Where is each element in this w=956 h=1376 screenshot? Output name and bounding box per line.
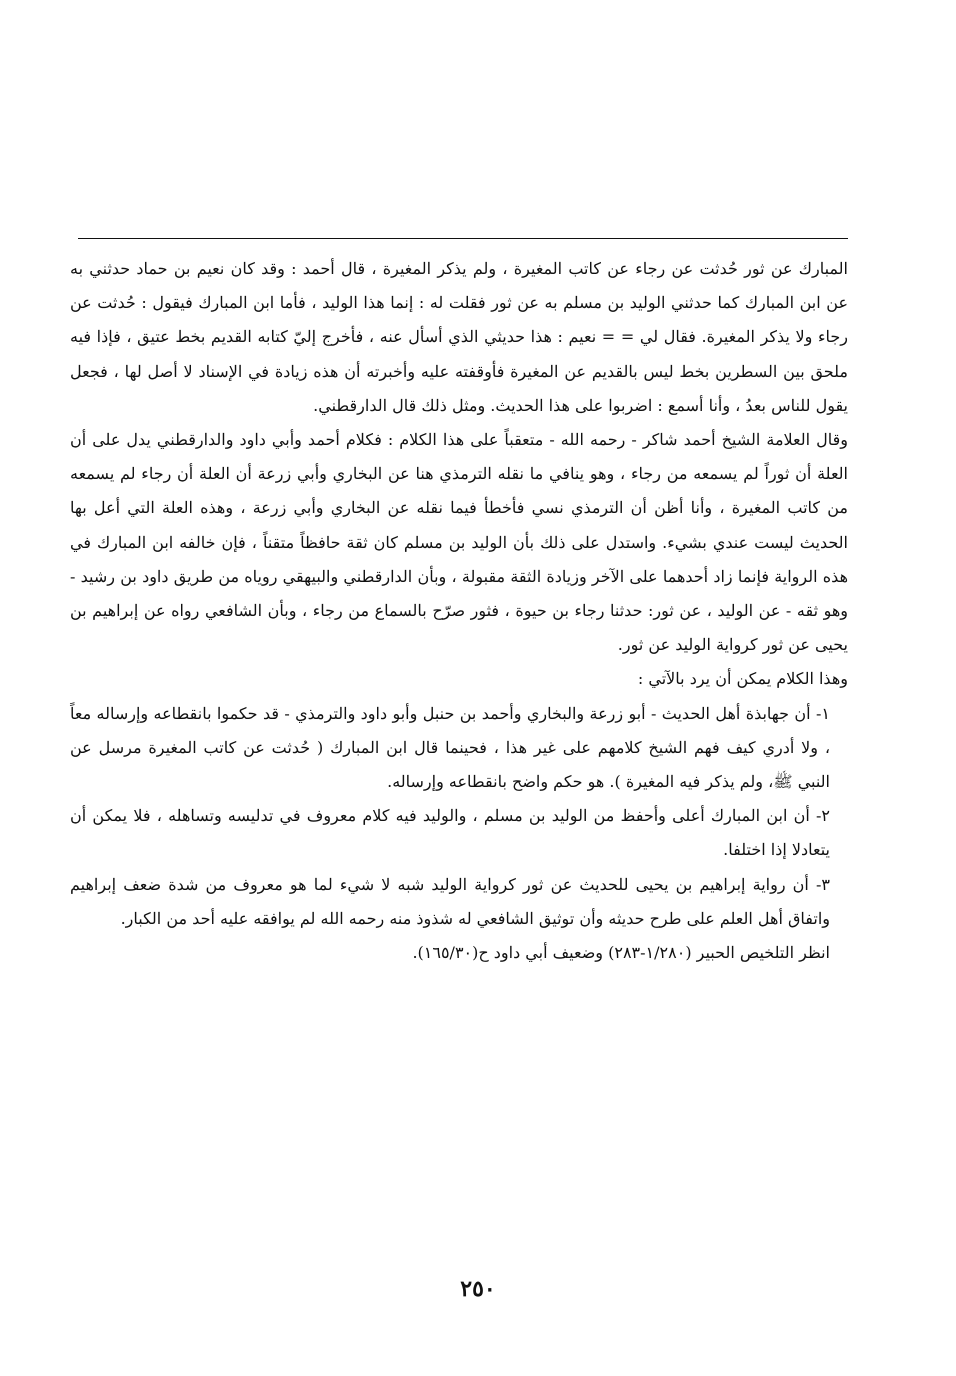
- list-item: ٣- أن رواية إبراهيم بن يحيى للحديث عن ثور كرواية الوليد شبه لا شيء لما هو معروف من شدة ضعف إبراهيم واتفاق أهل العلم على طرح حديثه وأن توثيق الشافعي له شذوذ منه رحمه الله لم يوافقه عليه أحد من الكبار.: [70, 874, 830, 928]
- footnote-paragraph: المبارك عن ثور حُدثت عن رجاء عن كاتب المغيرة ، ولم يذكر المغيرة ، قال أحمد : وقد كان نعيم بن حماد حدثني به عن ابن المبارك كما حدثني الوليد بن مسلم به عن ثور فقلت له : إنما هذا الوليد ، فأما ابن المبارك فيقول : حُدثت عن رجاء ولا يذكر المغيرة. فقال لي = = نعيم : هذا حديثي الذي أسأل عنه ، فأخرج إليّ كتابه القديم بخط عتيق ، فإذا فيه ملحق بين السطرين بخط ليس بالقديم عن المغيرة فأوقفته عليه وأخبرته أن هذه زيادة في الإسناد لا أصل لها ، فجعل يقول للناس بعدُ ، وأنا أسمع : اضربوا على هذا الحديث. ومثل ذلك قال الدارقطني.: [70, 259, 849, 415]
- list-item: ٢- أن ابن المبارك أعلى وأحفظ من الوليد بن مسلم ، والوليد فيه كلام معروف في تدليسه وتساهله ، فلا يمكن أن يتعادلا إذا اختلفا.: [70, 806, 830, 860]
- footnote-text: [70, 252, 848, 970]
- page-number: ٢٥٠: [460, 1276, 496, 1302]
- footnote-paragraph: وهذا الكلام يمكن أن يرد بالآتي :: [637, 669, 848, 689]
- list-item: ١- أن جهابذة أهل الحديث - أبو زرعة والبخاري وأحمد بن حنبل وأبو داود والترمذي - قد حكموا بانقطاعه وإرساله معاً ، ولا أدري كيف فهم الشيخ كلامهم على غير هذا ، فحينما قال ابن المبارك ( حُدثت عن كاتب المغيرة مرسل عن النبي ﷺ، ولم يذكر فيه المغيرة ). هو حكم واضح بانقطاعه وإرساله.: [70, 703, 830, 792]
- footnote-paragraph: وقال العلامة الشيخ أحمد شاكر - رحمه الله - متعقباً على هذا الكلام : فكلام أحمد وأبي داود والدارقطني يدل على أن العلة أن ثوراً لم يسمعه من رجاء ، وهو ينافي ما نقله الترمذي هنا عن البخاري وأبي زرعة أن العلة أن رجاء لم يسمعه من كاتب المغيرة ، وأنا أظن أن الترمذي نسي فأخطأ فيما نقله عن البخاري وأبي زرعة ، وهذه العلة التي أعل بها الحديث ليست عندي بشيء. واستدل على ذلك بأن الوليد بن مسلم كان ثقة حافظاً متقناً ، فإن خالفه ابن المبارك في هذه الرواية فإنما زاد أحدهما على الآخر وزيادة الثقة مقبولة ، وبأن الدارقطني والبيهقي روياه من طريق داود بن رشيد - وهو ثقه - عن الوليد ، عن ثور: حدثنا رجاء بن حيوة ، فثور صرّح بالسماع من رجاء ، وبأن الشافعي رواه عن إبراهيم بن يحيى عن ثور كرواية الوليد عن ثور.: [70, 430, 849, 655]
- footnote-separator-rule: [78, 238, 848, 239]
- reference-note: انظر التلخيص الحبير (١/٢٨٠-٢٨٣) وضعيف أبي داود ح(١٦٥/٣٠).: [412, 943, 830, 963]
